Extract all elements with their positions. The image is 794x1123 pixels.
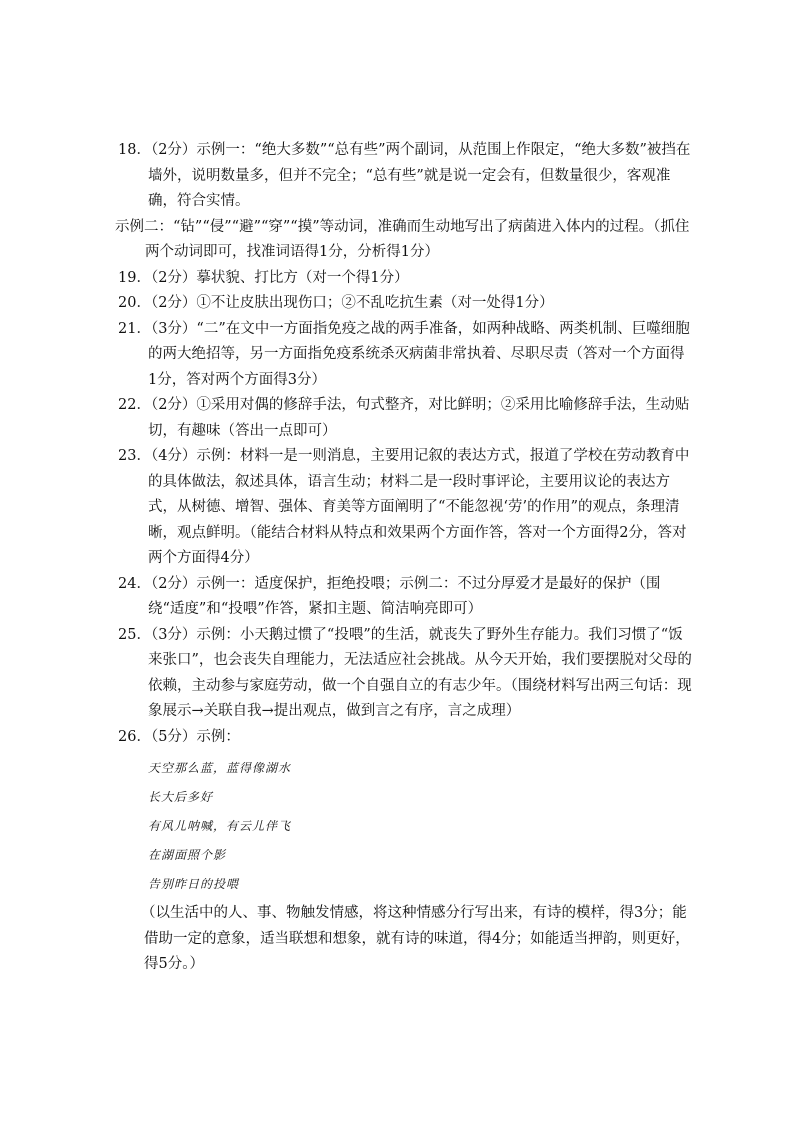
answer-19: 19．（2分）摹状貌、打比方（对一个得1分） [118, 269, 409, 286]
poem-line: 长大后多好 [148, 790, 214, 804]
poem-line: 在湖面照个影 [148, 848, 227, 862]
answer-20: 20．（2分）①不让皮肤出现伤口；②不乱吃抗生素（对一处得1分） [118, 295, 554, 311]
answer-24: 24．（2分）示例一：适度保护，拒绝投喂；示例二：不过分厚爱才是最好的保护（围绕“适度”和“投喂”作答，紧扣主题、简洁响亮即可） [118, 575, 661, 617]
answer-21: 21．（3分）“二”在文中一方面指免疫之战的两手准备，如两种战略、两类机制、巨噬细胞的两大绝招等，另一方面指免疫系统杀灭病菌非常执着、尽职尽责（答对一个方面得1分，答对两个方面得3分） [118, 320, 690, 388]
answer-18-example-2: 示例二：“钻”“侵”“避”“穿”“摸”等动词，准确而生动地写出了病菌进入体内的过程。（抓住两个动词即可，找准词语得1分，分析得1分） [115, 218, 690, 260]
answer-26-scoring-note: （以生活中的人、事、物触发情感，将这种情感分行写出来，有诗的模样，得3分；能借助一定的意象，适当联想和想象，就有诗的味道，得4分；如能适当押韵，则更好，得5分。） [141, 905, 690, 972]
answer-18: 18．（2分）示例一：“绝大多数”“总有些”两个副词，从范围上作限定，“绝大多数”被挡在墙外，说明数量多，但并不完全；“总有些”就是说一定会有，但数量很少，客观准确，符合实情。 [118, 142, 691, 209]
answer-22: 22．（2分）①采用对偶的修辞手法，句式整齐，对比鲜明；②采用比喻修辞手法，生动贴切，有趣味（答出一点即可） [118, 397, 690, 439]
poem-line: 有风儿呐喊，有云儿伴飞 [148, 819, 292, 833]
answer-23: 23．（4分）示例：材料一是一则消息，主要用记叙的表达方式，报道了学校在劳动教育中的具体做法，叙述具体，语言生动；材料二是一段时事评论，主要用议论的表达方式，从树德、增智、强体、育美等方面阐明了“不能忽视‘劳’的作用”的观点，条理清晰，观点鲜明。（能结合材料从特点和效果两个方面作答，答对一个方面得2分，答对两个方面得4分） [118, 448, 690, 566]
poem-line: 告别昨日的投喂 [148, 877, 240, 891]
poem-line: 天空那么蓝，蓝得像湖水 [148, 761, 292, 775]
answer-26-header: 26．（5分）示例： [118, 728, 240, 745]
answer-key [115, 138, 693, 978]
answer-25: 25．（3分）示例：小天鹅过惯了“投喂”的生活，就丧失了野外生存能力。我们习惯了“饭来张口”，也会丧失自理能力，无法适应社会挑战。从今天开始，我们要摆脱对父母的依赖，主动参与家庭劳动，做一个自强自立的有志少年。（围绕材料写出两三句话：现象展示→关联自我→提出观点，做到言之有序，言之成理） [118, 626, 692, 719]
sample-poem [148, 754, 693, 899]
